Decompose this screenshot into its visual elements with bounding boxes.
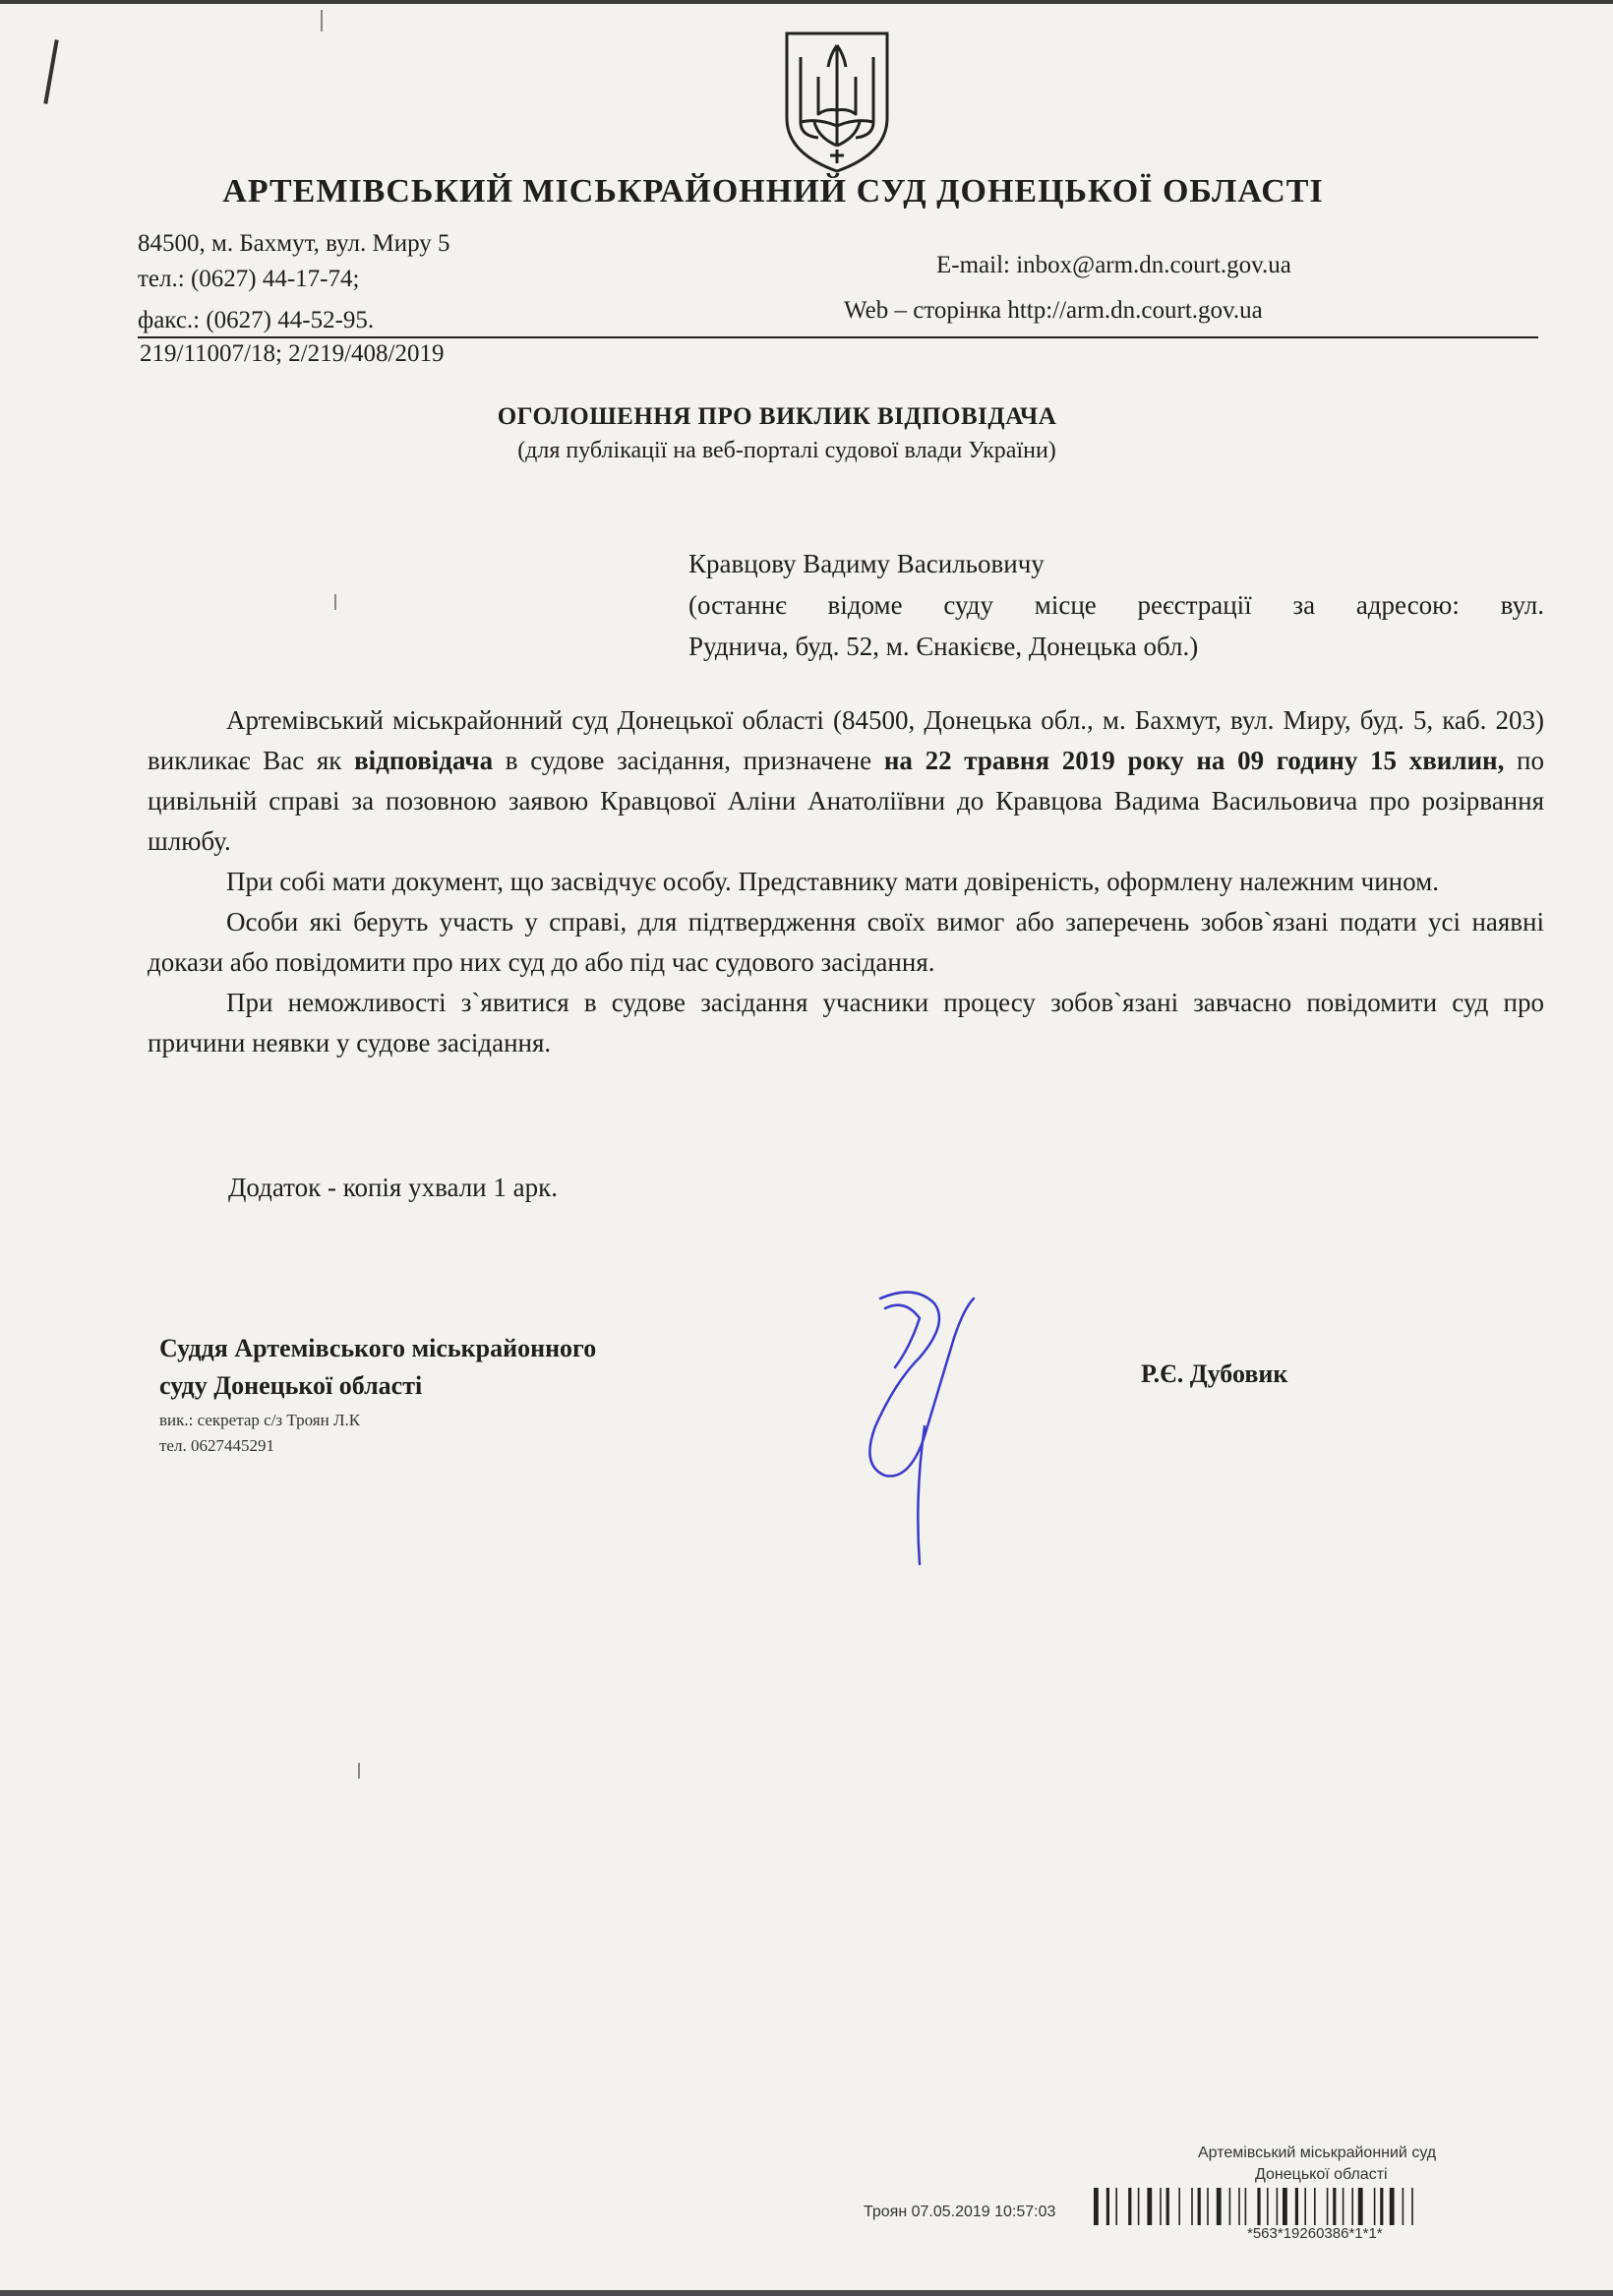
notice-body	[148, 700, 1544, 1063]
scan-speck	[358, 1763, 360, 1779]
barcode-bar	[1138, 2188, 1140, 2225]
barcode-bar	[1106, 2188, 1109, 2225]
barcode-bar	[1257, 2188, 1260, 2225]
barcode-bar	[1304, 2188, 1306, 2225]
barcode-bar	[1403, 2188, 1404, 2225]
barcode-text: *563*19260386*1*1*	[1247, 2225, 1383, 2242]
addressee-block	[688, 543, 1544, 667]
court-address: 84500, м. Бахмут, вул. Миру 5	[138, 230, 450, 257]
barcode-bar	[1115, 2188, 1117, 2225]
barcode-bar	[1128, 2188, 1131, 2225]
signatory-title-line-2: суду Донецької області	[159, 1371, 423, 1400]
document-title: ОГОЛОШЕННЯ ПРО ВИКЛИК ВІДПОВІДАЧА	[497, 403, 1057, 430]
stamp-court-line-1: Артемівський міськрайонний суд	[1198, 2145, 1437, 2161]
court-phone: тел.: (0627) 44-17-74;	[138, 266, 360, 292]
barcode-bar	[1267, 2188, 1269, 2225]
barcode	[1094, 2186, 1576, 2229]
barcode-bar	[1238, 2188, 1240, 2225]
barcode-bar	[1295, 2188, 1298, 2225]
barcode-bar	[1374, 2188, 1376, 2225]
signatory-title-line-1: Суддя Артемівського міськрайонного	[159, 1334, 597, 1362]
addressee-address-line-1: (останнє відоме суду місце реєстрації за адресою: вул.	[688, 590, 1544, 620]
paragraph-documents: При собі мати документ, що засвідчує особу. Представнику мати довіреність, оформлену належним чином.	[226, 867, 1439, 896]
barcode-bar	[1314, 2188, 1316, 2225]
judge-name: Р.Є. Дубовик	[1141, 1359, 1288, 1388]
barcode-bar	[1198, 2188, 1201, 2225]
summons-text: Артемівський міськрайонний суд Донецької області (84500, Донецька обл., м. Бахмут, вул. Миру, буд. 5, каб. 203) викликає Вас як	[148, 705, 1544, 775]
scan-speck	[321, 10, 323, 31]
stamp-court-line-2: Донецької області	[1255, 2166, 1388, 2183]
paragraph-absence: При неможливості з`явитися в судове засідання учасники процесу зобов`язані завчасно повідомити суд про причини неявки у судове засідання.	[148, 988, 1544, 1057]
barcode-bar	[1178, 2188, 1180, 2225]
addressee-address-line-2: Руднича, буд. 52, м. Єнакієве, Донецька обл.)	[688, 632, 1199, 661]
barcode-bar	[1351, 2188, 1353, 2225]
stamp-datetime: Троян 07.05.2019 10:57:03	[864, 2204, 1056, 2220]
executor-note: вик.: секретар с/з Троян Л.К	[159, 1411, 361, 1429]
barcode-bar	[1358, 2188, 1363, 2225]
barcode-bar	[1333, 2188, 1336, 2225]
barcode-bar	[1207, 2188, 1209, 2225]
paragraph-summons	[148, 700, 1544, 862]
document-subtitle: (для публікації на веб-порталі судової влади України)	[517, 438, 1056, 463]
header-divider	[138, 336, 1538, 338]
handwritten-signature	[826, 1279, 1003, 1574]
summons-text-3: по цивільній справі за позовною заявою Кравцової Аліни Анатоліївни до Кравцова Вадима Васильовича про розірвання шлюбу.	[148, 746, 1544, 856]
barcode-bar	[1390, 2188, 1395, 2225]
barcode-bar	[1411, 2188, 1413, 2225]
barcode-bar	[1245, 2188, 1247, 2225]
scan-bottom-edge	[0, 2290, 1613, 2296]
court-name: АРТЕМІВСЬКИЙ МІСЬКРАЙОННИЙ СУД ДОНЕЦЬКОЇ ОБЛАСТІ	[222, 173, 1324, 210]
barcode-bar	[1283, 2188, 1287, 2225]
coat-of-arms-icon	[779, 28, 895, 175]
barcode-bar	[1380, 2188, 1383, 2225]
barcode-bar	[1147, 2188, 1152, 2225]
barcode-bar	[1327, 2188, 1329, 2225]
scan-top-edge	[0, 0, 1613, 4]
barcode-bar	[1160, 2188, 1162, 2225]
hearing-datetime: на 22 травня 2019 року на 09 годину 15 хвилин,	[883, 746, 1505, 775]
barcode-bar	[1229, 2188, 1231, 2225]
barcode-bar	[1217, 2188, 1222, 2225]
court-website: Web – сторінка http://arm.dn.court.gov.ua	[844, 297, 1263, 324]
barcode-bar	[1343, 2188, 1344, 2225]
barcode-bar	[1277, 2188, 1279, 2225]
barcode-bar	[1094, 2188, 1099, 2225]
barcode-bar	[1166, 2188, 1169, 2225]
summons-text-2: в судове засідання, призначене	[493, 746, 884, 775]
executor-phone: тел. 0627445291	[159, 1436, 274, 1455]
attachment-note: Додаток - копія ухвали 1 арк.	[228, 1173, 558, 1202]
court-email: E-mail: inbox@arm.dn.court.gov.ua	[936, 252, 1291, 278]
paragraph-evidence: Особи які беруть участь у справі, для підтвердження своїх вимог або заперечень зобов`язані подати усі наявні докази або повідомити про них суд до або під час судового засідання.	[148, 907, 1544, 977]
scan-speck	[334, 594, 336, 610]
role-defendant: відповідача	[354, 746, 494, 775]
addressee-name: Кравцову Вадиму Васильовичу	[688, 549, 1045, 578]
court-fax: факс.: (0627) 44-52-95.	[138, 307, 375, 333]
pen-mark	[43, 39, 58, 104]
barcode-bar	[1191, 2188, 1193, 2225]
case-number: 219/11007/18; 2/219/408/2019	[140, 340, 445, 367]
signatory-title	[159, 1330, 596, 1405]
